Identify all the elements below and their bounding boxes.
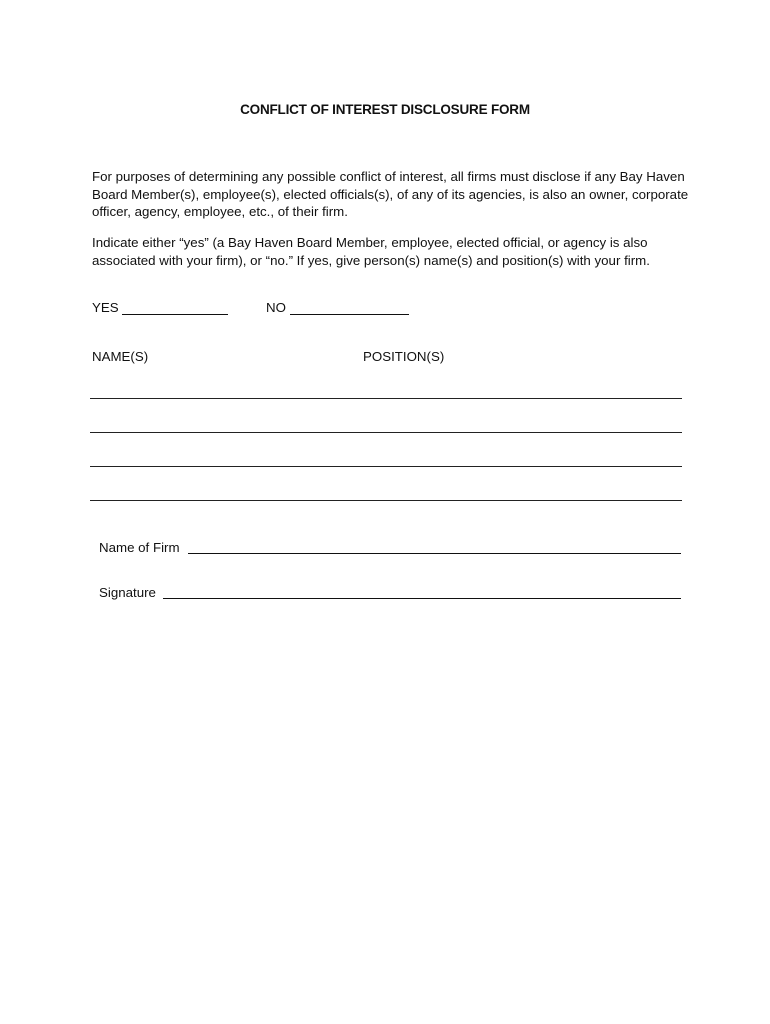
no-label: NO [266, 300, 286, 315]
yes-label: YES [92, 300, 119, 315]
entry-line-2[interactable] [90, 432, 682, 433]
names-header: NAME(S) [92, 349, 149, 364]
signature-line[interactable] [163, 598, 681, 599]
entry-line-3[interactable] [90, 466, 682, 467]
no-blank-line[interactable] [290, 314, 409, 315]
firm-name-label: Name of Firm [99, 540, 180, 555]
instructions-paragraph: Indicate either “yes” (a Bay Haven Board Member, employee, elected official, or agency is also associated with your firm), or “no.” If yes, give person(s) name(s) and position(s) with your firm. [92, 235, 650, 268]
entry-line-4[interactable] [90, 500, 682, 501]
entry-line-1[interactable] [90, 398, 682, 399]
positions-header: POSITION(S) [363, 349, 445, 364]
firm-name-line[interactable] [188, 553, 681, 554]
page-title: CONFLICT OF INTEREST DISCLOSURE FORM [240, 102, 530, 117]
intro-paragraph: For purposes of determining any possible conflict of interest, all firms must disclose if any Bay Haven Board Member(s), employee(s), elected officials(s), of any of its agencies, is also an owner, corporate officer, agency, employee, etc., of their firm. [92, 169, 689, 219]
signature-label: Signature [99, 585, 156, 600]
yes-blank-line[interactable] [122, 314, 228, 315]
